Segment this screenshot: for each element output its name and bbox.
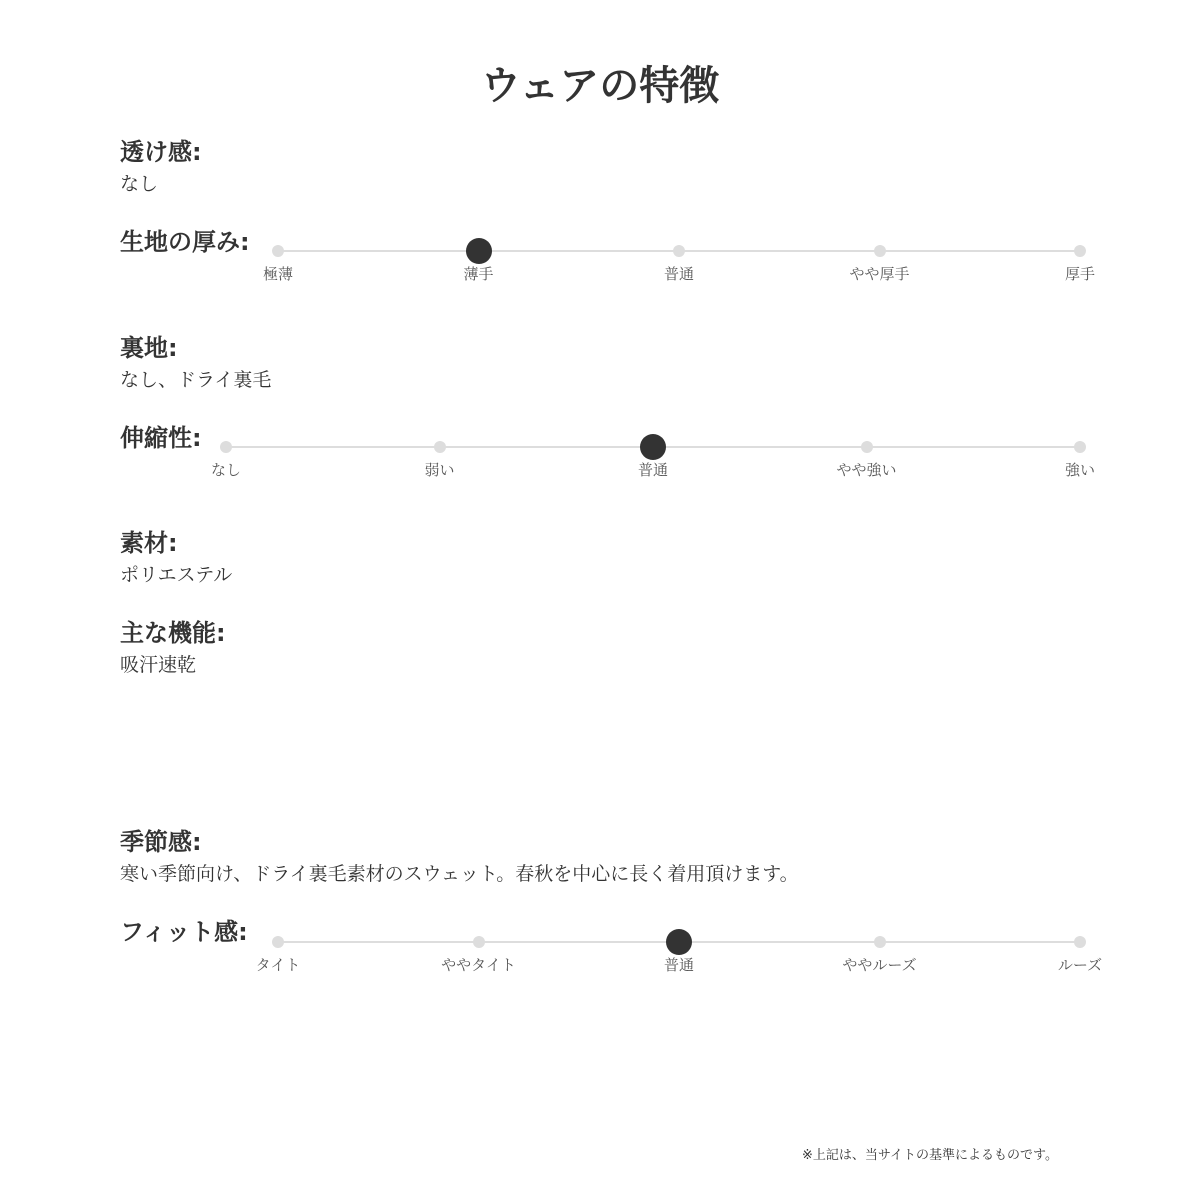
thickness-point-3 [874, 245, 886, 257]
stretch-point-0 [220, 441, 232, 453]
stretch-option-label: 強い [1064, 461, 1096, 479]
thickness-option-label: やや厚手 [849, 265, 910, 283]
stretch-label: 伸縮性: [120, 424, 202, 452]
fit-option-label: ルーズ [1057, 956, 1103, 974]
functions-value: 吸汗速乾 [120, 654, 197, 676]
thickness-point-4 [1074, 245, 1086, 257]
thickness-option-label: 普通 [663, 265, 695, 283]
thickness-point-2 [673, 245, 685, 257]
thickness-point-1-selected [466, 238, 492, 264]
transparency-value: なし [120, 173, 159, 195]
material-value: ポリエステル [120, 564, 233, 586]
fit-option-label: 普通 [663, 956, 695, 974]
footnote: ※上記は、当サイトの基準によるものです。 [802, 1148, 1058, 1163]
thickness-option-label: 極薄 [262, 265, 294, 283]
fit-scale [0, 941, 1200, 1001]
stretch-option-label: やや強い [836, 461, 897, 479]
thickness-option-label: 薄手 [463, 265, 494, 283]
stretch-scale [0, 446, 1200, 506]
season-value: 寒い季節向け、ドライ裏毛素材のスウェット。春秋を中心に長く着用頂けます。 [120, 863, 799, 885]
fit-point-4 [1074, 936, 1086, 948]
stretch-point-2-selected [640, 434, 666, 460]
fit-point-1 [473, 936, 485, 948]
fit-option-label: ややタイト [441, 956, 516, 974]
lining-value: なし、ドライ裏毛 [120, 369, 272, 391]
thickness-label: 生地の厚み: [120, 228, 250, 256]
material-label: 素材: [120, 529, 178, 557]
thickness-point-0 [272, 245, 284, 257]
fit-option-label: ややルーズ [842, 956, 917, 974]
transparency-label: 透け感: [120, 138, 202, 166]
stretch-point-4 [1074, 441, 1086, 453]
stretch-option-label: 普通 [637, 461, 669, 479]
page-title: ウェアの特徴 [480, 63, 720, 109]
fit-point-3 [874, 936, 886, 948]
season-label: 季節感: [120, 828, 202, 856]
functions-label: 主な機能: [120, 619, 226, 647]
fit-label: フィット感: [120, 918, 248, 946]
stretch-point-1 [434, 441, 446, 453]
lining-label: 裏地: [120, 334, 178, 362]
fit-point-0 [272, 936, 284, 948]
stretch-point-3 [861, 441, 873, 453]
fit-point-2-selected [666, 929, 692, 955]
stretch-option-label: なし [210, 461, 242, 479]
fit-option-label: タイト [255, 956, 301, 974]
thickness-scale [0, 250, 1200, 310]
stretch-option-label: 弱い [424, 461, 455, 479]
thickness-option-label: 厚手 [1064, 265, 1096, 283]
